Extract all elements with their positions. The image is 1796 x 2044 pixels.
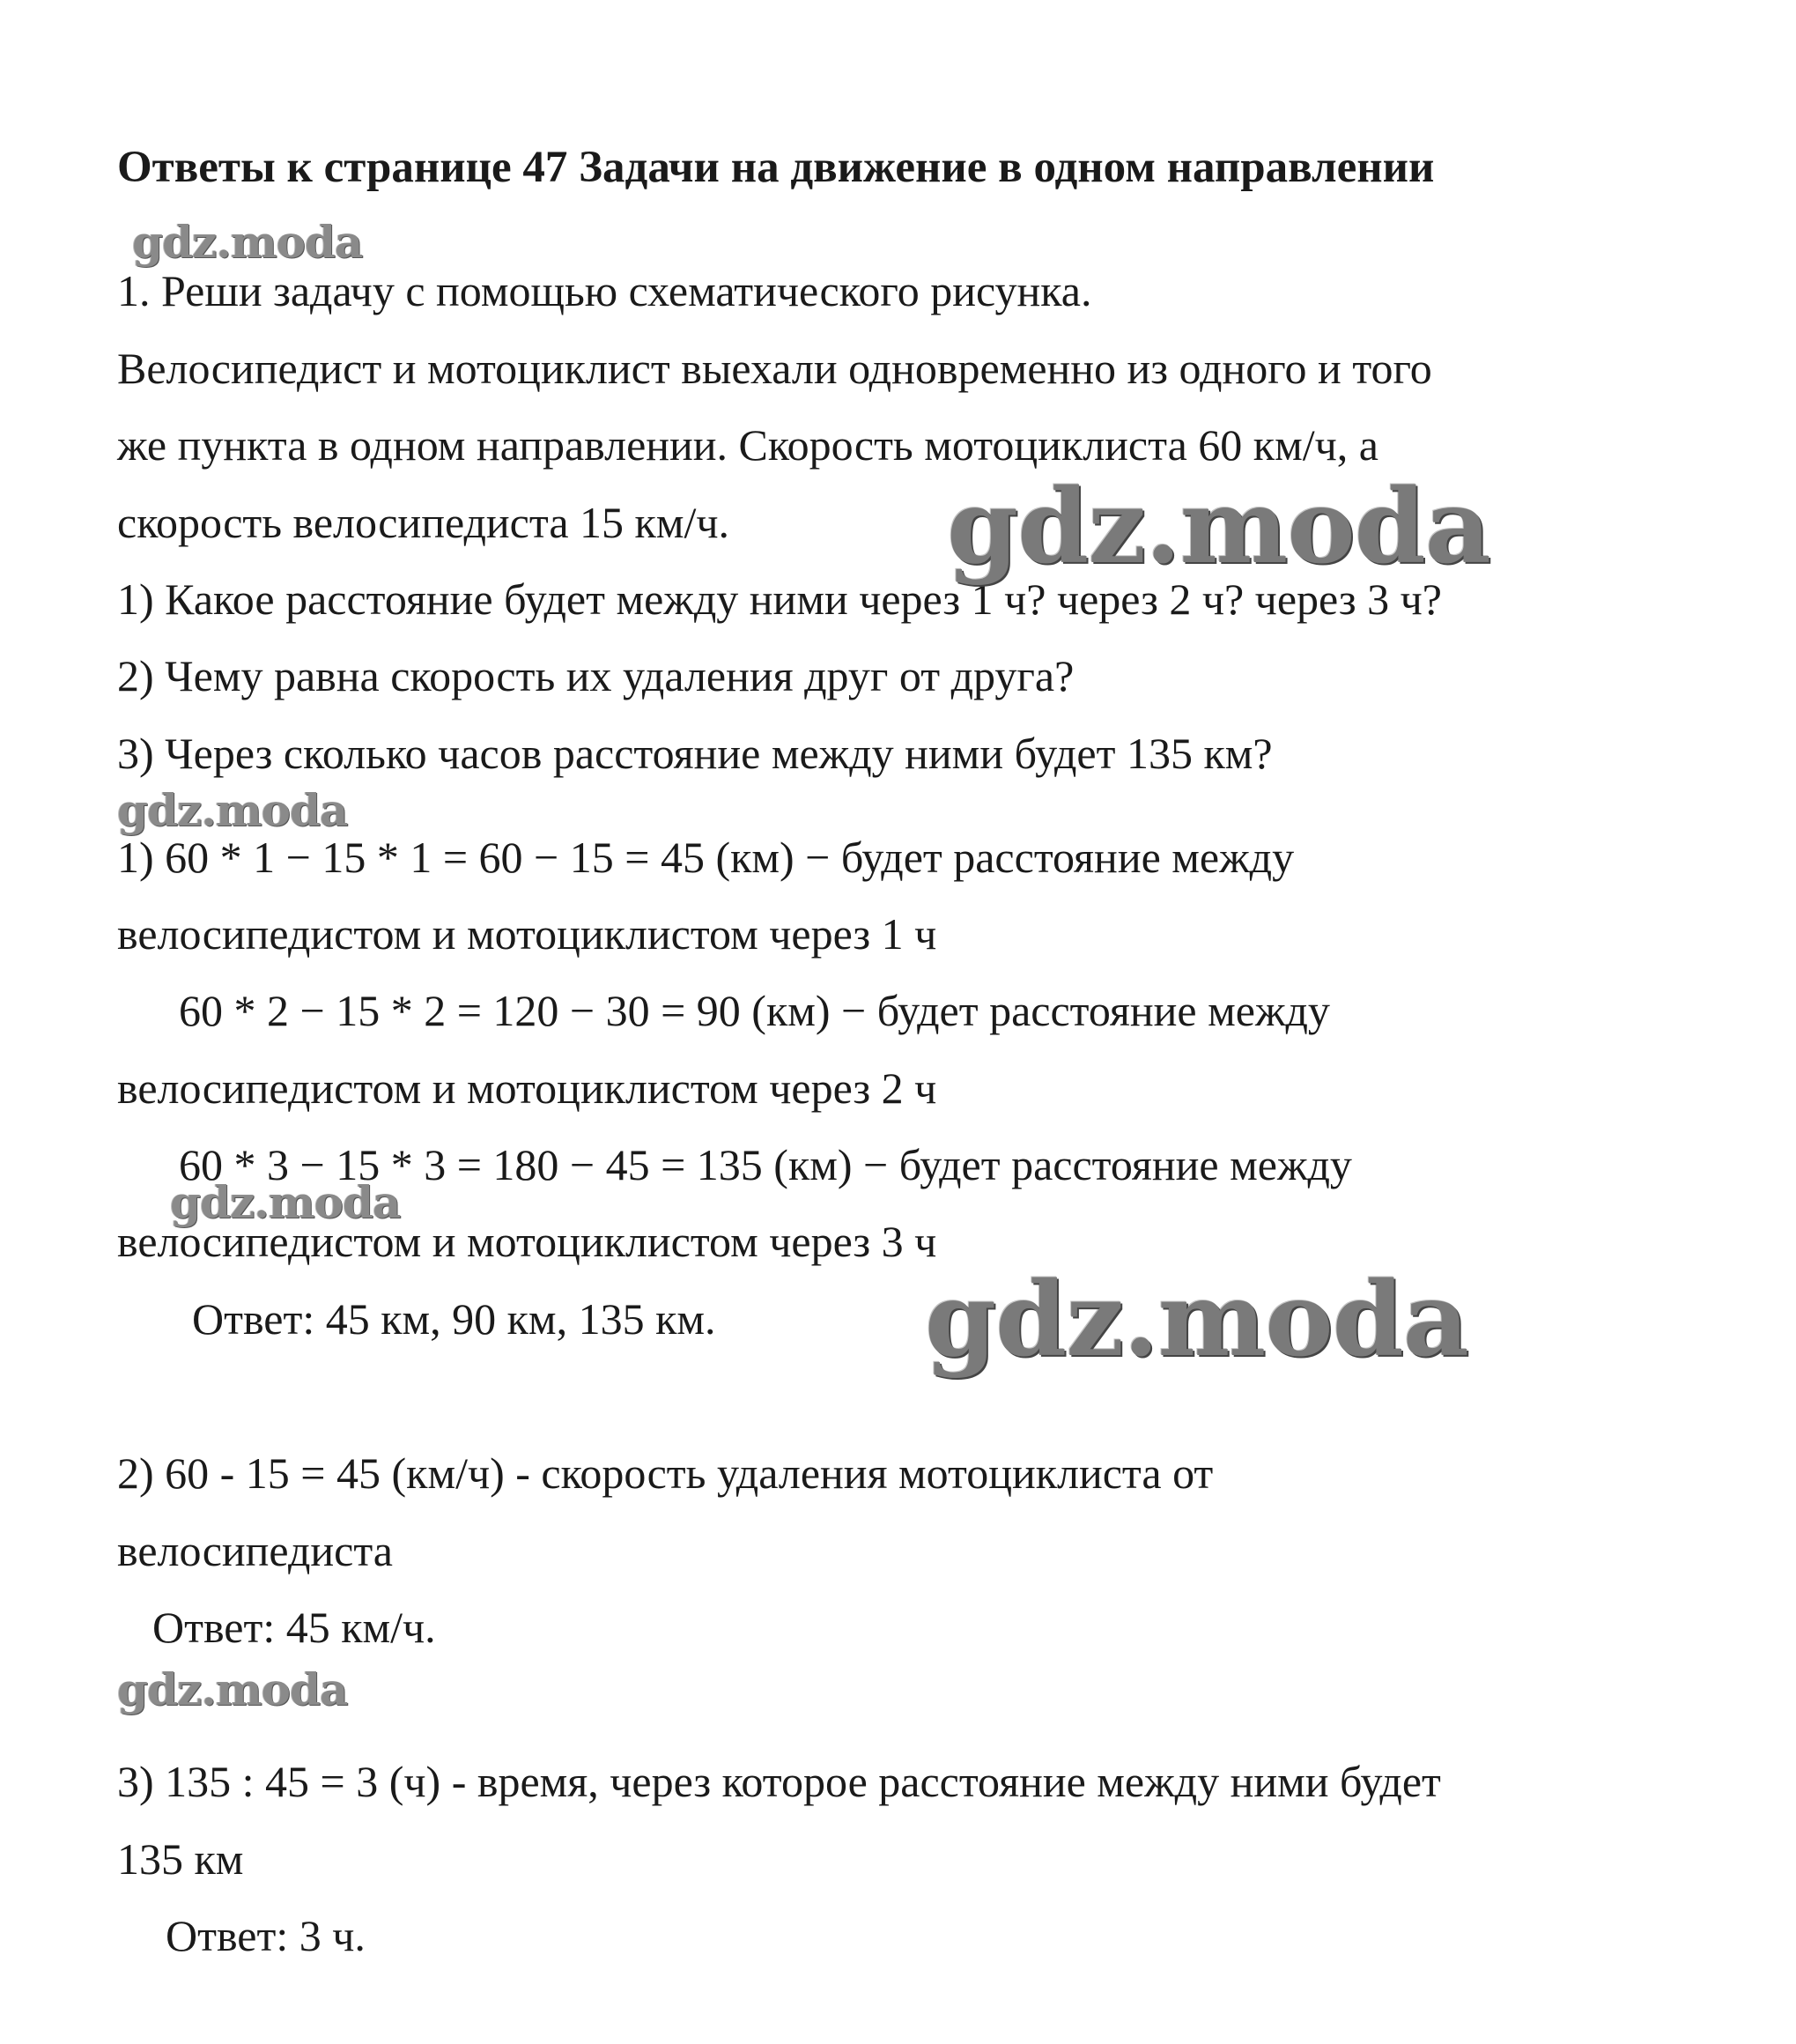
task-question-1: 1) Какое расстояние будет между ними через 1 ч? через 2 ч? через 3 ч? [117,574,1442,624]
watermark-logo: gdz.moda [117,784,348,836]
page-title: Ответы к странице 47 Задачи на движение в одном направлении [117,143,1435,192]
solution-3-line: 135 км [117,1834,244,1884]
watermark-logo: gdz.moda [117,1663,348,1715]
task-text-line: Велосипедист и мотоциклист выехали одновременно из одного и того [117,344,1432,393]
watermark-logo: gdz.moda [132,216,363,268]
solution-1-line: велосипедистом и мотоциклистом через 2 ч [117,1063,937,1113]
task-heading: 1. Реши задачу с помощью схематического рисунка. [117,266,1092,315]
watermark-logo: gdz.moda [947,467,1490,587]
watermark-logo: gdz.moda [925,1260,1468,1380]
solution-2-line: велосипедиста [117,1526,393,1575]
task-text-line: скорость велосипедиста 15 км/ч. [117,498,729,547]
solution-1-line: 60 * 3 − 15 * 3 = 180 − 45 = 135 (км) − будет расстояние между [179,1140,1352,1189]
solution-3-line: 3) 135 : 45 = 3 (ч) - время, через которое расстояние между ними будет [117,1757,1441,1806]
solution-1-line: велосипедистом и мотоциклистом через 3 ч [117,1217,937,1266]
solution-1-answer: Ответ: 45 км, 90 км, 135 км. [192,1294,716,1344]
solution-1-line: 60 * 2 − 15 * 2 = 120 − 30 = 90 (км) − будет расстояние между [179,986,1330,1035]
task-question-3: 3) Через сколько часов расстояние между ними будет 135 км? [117,729,1273,778]
solution-1-line: 1) 60 * 1 − 15 * 1 = 60 − 15 = 45 (км) − будет расстояние между [117,833,1295,882]
solution-2-line: 2) 60 - 15 = 45 (км/ч) - скорость удаления мотоциклиста от [117,1448,1214,1498]
solution-3-answer: Ответ: 3 ч. [166,1911,366,1960]
task-question-2: 2) Чему равна скорость их удаления друг от друга? [117,651,1075,700]
solution-2-answer: Ответ: 45 км/ч. [152,1603,436,1652]
solution-1-line: велосипедистом и мотоциклистом через 1 ч [117,909,937,959]
watermark-logo: gdz.moda [170,1176,401,1228]
task-text-line: же пункта в одном направлении. Скорость мотоциклиста 60 км/ч, а [117,420,1378,470]
